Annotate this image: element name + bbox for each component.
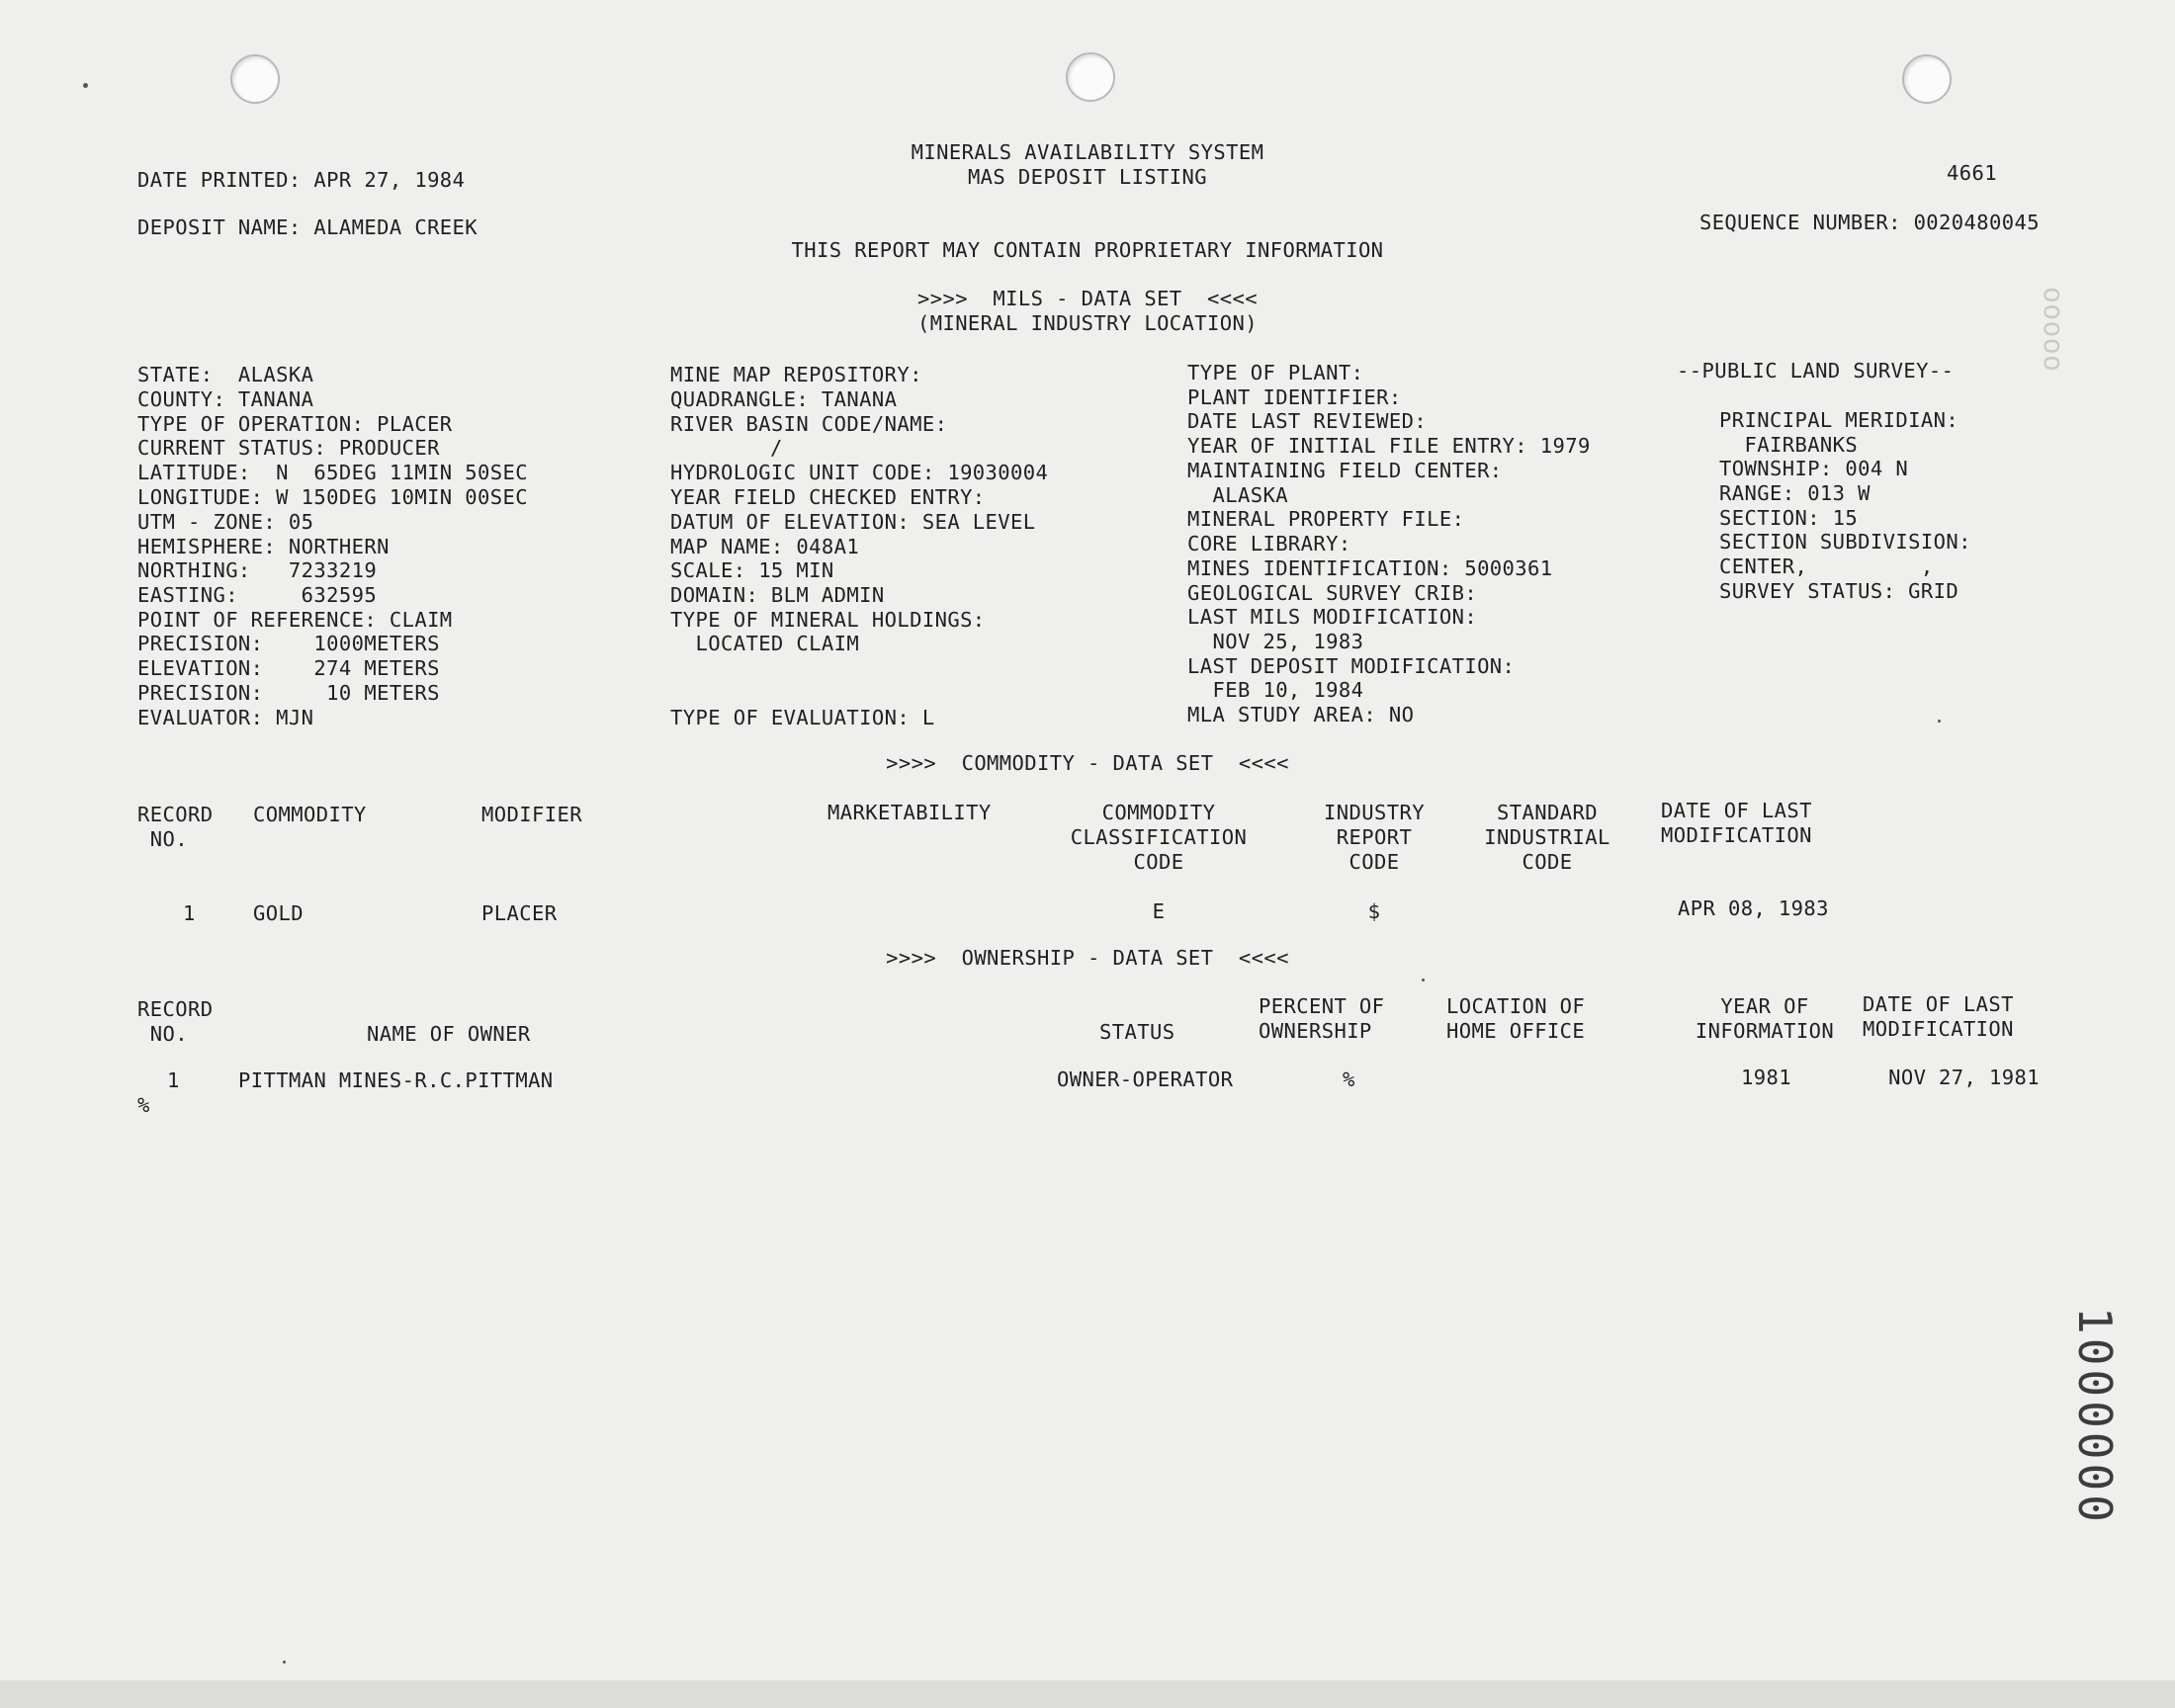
speck: [283, 1661, 286, 1664]
field-line: SECTION SUBDIVISION:: [1719, 530, 1971, 554]
field-line: MAP NAME: 048A1: [670, 535, 860, 558]
field-line: GEOLOGICAL SURVEY CRIB:: [1187, 581, 1478, 605]
land-survey-heading: --PUBLIC LAND SURVEY--: [1677, 359, 1955, 383]
page-number: 4661: [1947, 161, 1997, 185]
field-line: ALASKA: [1187, 483, 1288, 507]
field-line: YEAR FIELD CHECKED ENTRY:: [670, 485, 986, 509]
cell-industry-report: $: [1367, 899, 1381, 923]
cell-status: OWNER-OPERATOR: [1057, 1068, 1234, 1091]
field-line: MINES IDENTIFICATION: 5000361: [1187, 556, 1553, 580]
field-line: DATUM OF ELEVATION: SEA LEVEL: [670, 510, 1036, 534]
col-header-record-no: RECORD NO.: [137, 803, 214, 851]
proprietary-notice: THIS REPORT MAY CONTAIN PROPRIETARY INFORMATION: [791, 238, 1384, 262]
field-line: LAST DEPOSIT MODIFICATION:: [1187, 654, 1516, 678]
field-line: ELEVATION: 274 METERS: [137, 656, 440, 680]
mils-heading: >>>> MILS - DATA SET <<<<: [916, 287, 1259, 310]
cell-last-modification: APR 08, 1983: [1678, 897, 1829, 920]
field-line: POINT OF REFERENCE: CLAIM: [137, 608, 453, 632]
speck: [83, 83, 88, 88]
field-line: TOWNSHIP: 004 N: [1719, 457, 1909, 480]
field-line: MAINTAINING FIELD CENTER:: [1187, 459, 1503, 482]
cell-percent: %: [1343, 1068, 1355, 1091]
field-line: MLA STUDY AREA: NO: [1187, 703, 1415, 726]
col-header-year-information: YEAR OF INFORMATION: [1695, 994, 1835, 1043]
field-line: EVALUATOR: MJN: [137, 706, 314, 729]
field-line: COUNTY: TANANA: [137, 387, 314, 411]
field-line: DOMAIN: BLM ADMIN: [670, 583, 885, 607]
col-header-last-modification: DATE OF LAST MODIFICATION: [1661, 799, 1812, 847]
sequence-number: SEQUENCE NUMBER: 0020480045: [1698, 211, 2040, 234]
cell-record-no: 1: [183, 901, 196, 925]
field-line: NOV 25, 1983: [1187, 630, 1364, 653]
col-header-standard-industrial: STANDARD INDUSTRIAL CODE: [1484, 801, 1610, 874]
punch-hole-right: [1902, 54, 1952, 104]
field-line: /: [720, 436, 783, 460]
field-line: MINERAL PROPERTY FILE:: [1187, 507, 1465, 531]
col-header-modifier: MODIFIER: [481, 803, 582, 826]
field-line: MINE MAP REPOSITORY:: [670, 363, 922, 386]
field-line: UTM - ZONE: 05: [137, 510, 314, 534]
cell-modifier: PLACER: [481, 901, 558, 925]
col-header-home-office: LOCATION OF HOME OFFICE: [1446, 994, 1586, 1043]
field-line: LOCATED CLAIM: [670, 632, 860, 655]
field-line: HEMISPHERE: NORTHERN: [137, 535, 390, 558]
field-line: RIVER BASIN CODE/NAME:: [670, 412, 948, 436]
deposit-name: DEPOSIT NAME: ALAMEDA CREEK: [137, 215, 478, 239]
cell-year: 1981: [1741, 1066, 1791, 1089]
cell-owner-name: PITTMAN MINES-R.C.PITTMAN: [238, 1068, 554, 1092]
col-header-record-no: RECORD NO.: [137, 997, 214, 1046]
punch-hole-left: [230, 54, 280, 104]
field-line: FAIRBANKS: [1719, 433, 1859, 457]
field-line: SCALE: 15 MIN: [670, 558, 834, 582]
bleed-through-mark: ooooo: [2038, 287, 2070, 373]
col-header-marketability: MARKETABILITY: [827, 801, 992, 824]
field-line: QUADRANGLE: TANANA: [670, 387, 898, 411]
date-printed: DATE PRINTED: APR 27, 1984: [137, 168, 466, 192]
field-line: YEAR OF INITIAL FILE ENTRY: 1979: [1187, 434, 1591, 458]
field-line: DATE LAST REVIEWED:: [1187, 409, 1428, 433]
cell-classification: E: [1152, 899, 1166, 923]
col-header-percent-ownership: PERCENT OF OWNERSHIP: [1259, 994, 1385, 1043]
field-line: RANGE: 013 W: [1719, 481, 1870, 505]
field-line: TYPE OF EVALUATION: L: [670, 706, 935, 729]
listing-title: MAS DEPOSIT LISTING: [967, 165, 1208, 189]
field-line: LONGITUDE: W 150DEG 10MIN 00SEC: [137, 485, 529, 509]
mils-subheading: (MINERAL INDUSTRY LOCATION): [916, 311, 1259, 335]
punch-hole-center: [1066, 52, 1115, 102]
field-line: SURVEY STATUS: GRID: [1719, 579, 1959, 603]
field-line: PRECISION: 10 METERS: [137, 681, 440, 705]
field-line: SECTION: 15: [1719, 506, 1859, 530]
field-line: PRINCIPAL MERIDIAN:: [1719, 408, 1959, 432]
field-line: EASTING: 632595: [137, 583, 378, 607]
cell-record-no: 1: [167, 1068, 180, 1092]
speck: [1938, 720, 1941, 723]
field-line: PRECISION: 1000METERS: [137, 632, 440, 655]
field-line: CORE LIBRARY:: [1187, 532, 1351, 555]
col-header-status: STATUS: [1099, 1020, 1175, 1044]
field-line: TYPE OF PLANT:: [1187, 361, 1364, 384]
ownership-heading: >>>> OWNERSHIP - DATA SET <<<<: [886, 946, 1289, 970]
film-frame-number: 1000000: [2068, 1307, 2122, 1526]
ownership-trailer: %: [137, 1093, 150, 1117]
field-line: LAST MILS MODIFICATION:: [1187, 605, 1478, 629]
speck: [1422, 979, 1425, 982]
field-line: FEB 10, 1984: [1187, 678, 1364, 702]
col-header-owner-name: NAME OF OWNER: [367, 1022, 531, 1046]
scan-bottom-edge: [0, 1680, 2175, 1708]
col-header-classification: COMMODITY CLASSIFICATION CODE: [1070, 801, 1248, 874]
cell-last-modification: NOV 27, 1981: [1888, 1066, 2040, 1089]
field-line: STATE: ALASKA: [137, 363, 314, 386]
field-line: TYPE OF MINERAL HOLDINGS:: [670, 608, 986, 632]
col-header-last-modification: DATE OF LAST MODIFICATION: [1863, 992, 2014, 1041]
field-line: CURRENT STATUS: PRODUCER: [137, 436, 440, 460]
system-title: MINERALS AVAILABILITY SYSTEM: [911, 140, 1264, 164]
commodity-heading: >>>> COMMODITY - DATA SET <<<<: [886, 751, 1289, 775]
field-line: HYDROLOGIC UNIT CODE: 19030004: [670, 461, 1049, 484]
field-line: LATITUDE: N 65DEG 11MIN 50SEC: [137, 461, 529, 484]
cell-commodity: GOLD: [253, 901, 304, 925]
field-line: TYPE OF OPERATION: PLACER: [137, 412, 453, 436]
field-line: NORTHING: 7233219: [137, 558, 378, 582]
field-line: CENTER, ,: [1719, 555, 1934, 578]
col-header-industry-report: INDUSTRY REPORT CODE: [1324, 801, 1425, 874]
field-line: PLANT IDENTIFIER:: [1187, 385, 1402, 409]
col-header-commodity: COMMODITY: [253, 803, 367, 826]
